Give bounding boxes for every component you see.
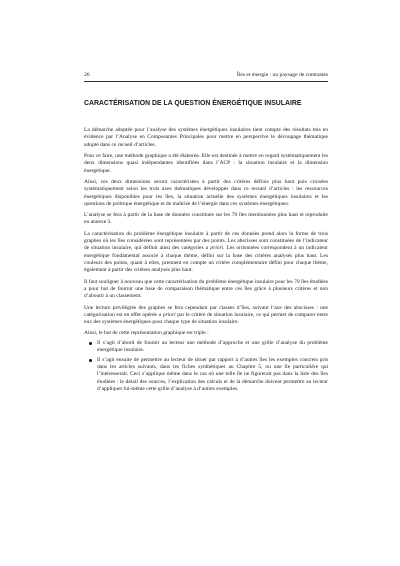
paragraph-text: Une lecture privilégiée des graphes se fera cependant par classes d’îles, suivant l’axe des abscisses : une catégorisation est en effet opérée [84, 304, 328, 318]
paragraph: Ainsi, le but de cette représentation graphique est triple : [84, 330, 209, 337]
bullet-icon [89, 342, 92, 345]
paragraph-text: . Les ordonnées correspondent à un indicateur énergétique fondamental associé à chaque thème, défini sur la base des critères analysés plus haut. Les couleurs des points, quant à elles, prennent en compte un critère complémentaire défini pour chaque thème, également à partir des critères analysés plus haut. [84, 245, 328, 274]
italic-term: a priori [158, 311, 176, 318]
body-text [84, 127, 328, 395]
paragraph: Pour ce faire, une méthode graphique a été élaborée. Elle est destinée à mettre en regard systématiquement les deux dimensions quasi indépendantes identifiées dans l’ACP : la situation insulaire et la dimension énergétique. [84, 152, 328, 174]
page-header [84, 71, 328, 82]
paragraph: L’analyse se fera à partir de la base de données constituée sur les 70 îles mentionnées plus haut et reproduite en annexe 3. [84, 212, 328, 226]
running-title: Îles et énergie : un paysage de contrastes [236, 72, 328, 78]
bullet-item [84, 357, 328, 394]
paragraph: La démarche adoptée pour l’analyse des systèmes énergétiques insulaires tient compte des résultats mis en évidence par l’Analyse en Composantes Principales pour mettre en perspective le découpage thématique adopté dans ce recueil d’articles. [84, 127, 328, 148]
bullet-text: Il s’agit d’abord de fournir au lecteur une méthode d’approche et une grille d’analyse du problème énergétique insulaire. [97, 340, 328, 354]
bullet-item [84, 340, 328, 355]
bullet-icon [89, 359, 92, 362]
paragraph-text: par le critère de situation insulaire, ce qui permet de comparer entre eux des systèmes énergétiques pour chaque type de situation insulaire. [84, 311, 328, 326]
section-title: CARACTÉRISATION DE LA QUESTION ÉNERGÉTIQUE INSULAIRE [84, 100, 302, 107]
bullet-list [84, 340, 328, 393]
paragraph-text: La caractérisation du problème énergétique insulaire à partir de ces données prend alors la forme de trois graphes où les îles considérées sont représentées par des points. Les abscisses sont constituées de l’indicateur de situation insulaire, qui définit ainsi des catégories [84, 230, 328, 252]
italic-term: a priori [205, 245, 224, 252]
bullet-text: Il s’agit ensuite de permettre au lecteur de situer par rapport à d’autres îles les exemples concrets pris dans les articles suivants, dans les fiches synthétiques au Chapitre 5, ou une île particulière qui l’intéresserait. Ceci s’applique même dans le cas où une telle île ne figurerait pas dans la liste des îles étudiées : le détail des sources, l’explication des calculs et de la démarche doivent permettre au lecteur d’appliquer lui-même cette grille d’analyse à d’autres exemples. [97, 356, 328, 393]
paragraph: Ainsi, ces deux dimensions seront caractérisées à partir des critères définis plus haut puis croisées systématiquement selon les trois axes thématiques développés dans ce recueil d’articles : les ressources énergétiques disponibles pour les îles, la situation actuelle des systèmes énergétiques insulaires et les questions de politique énergétique et de maîtrise de l’énergie dans ces systèmes énergétiques. [84, 178, 328, 207]
paragraph [84, 305, 328, 327]
paragraph: Il faut souligner à nouveau que cette caractérisation du problème énergétique insulaire pour les 70 îles étudiées a pour but de fournir une base de comparaison thématique entre ces îles grâce à plusieurs critères et non d’aboutir à un classement. [84, 278, 328, 300]
page-number: 26 [84, 72, 90, 78]
paragraph [84, 231, 328, 275]
